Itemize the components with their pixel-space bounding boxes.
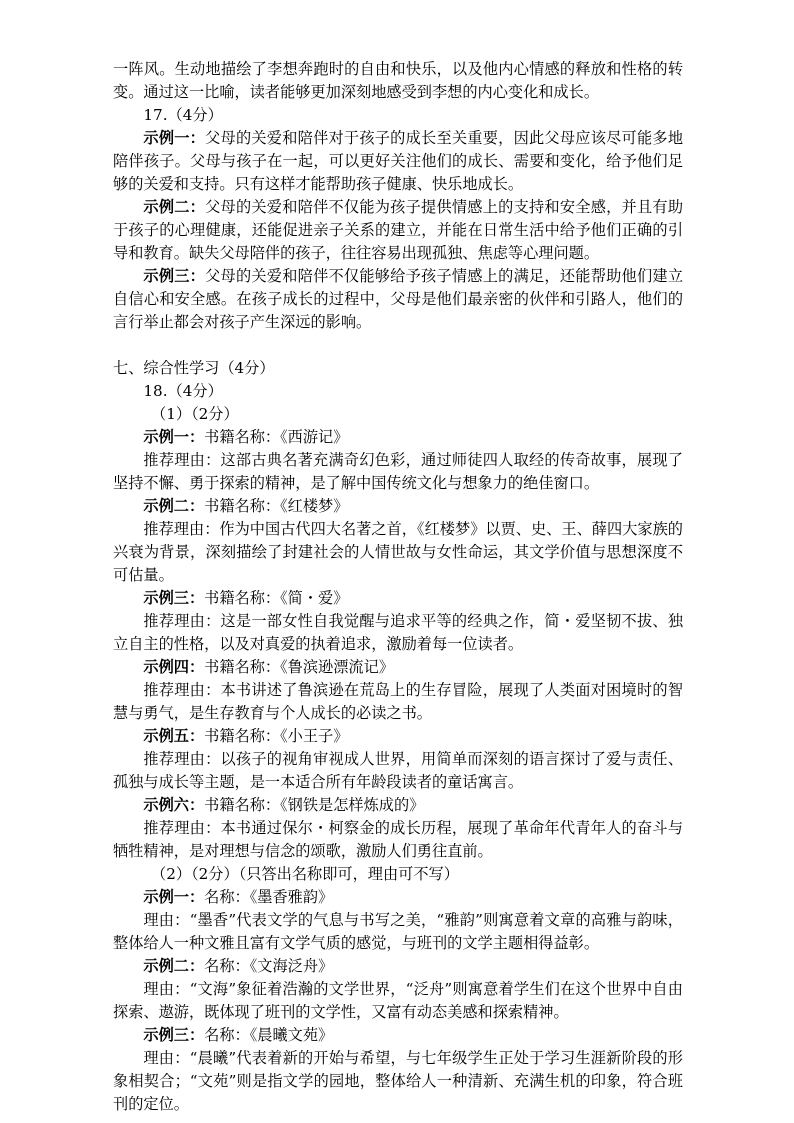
book-title: 书籍名称：《钢铁是怎样炼成的》 (204, 796, 425, 814)
book-3-title (113, 587, 683, 610)
book-title: 书籍名称：《红楼梦》 (204, 497, 349, 515)
book-6-reason: 推荐理由：本书通过保尔・柯察金的成长历程，展现了革命年代青年人的奋斗与牺牲精神，是对理想与信念的颂歌，激励人们勇往直前。 (113, 819, 683, 860)
book-3-reason: 推荐理由：这是一部女性自我觉醒与追求平等的经典之作，简・爱坚韧不拔、独立自主的性格，以及对真爱的执着追求，激励着每一位读者。 (113, 612, 683, 653)
example-label: 示例二： (143, 198, 206, 216)
book-title: 书籍名称：《小王子》 (204, 727, 349, 745)
book-2-reason: 推荐理由：作为中国古代四大名著之首，《红楼梦》以贾、史、王、薛四大家族的兴衰为背景，深刻描绘了封建社会的人情世故与女性命运，其文学价值与思想深度不可估量。 (113, 520, 683, 584)
book-title: 书籍名称：《鲁滨逊漂流记》 (204, 658, 394, 676)
book-6-title (113, 794, 683, 817)
name-3-reason: 理由：“晨曦”代表着新的开始与希望，与七年级学生正处于学习生涯新阶段的形象相契合；“文苑”则是指文学的园地，整体给人一种清新、充满生机的印象，符合班刊的定位。 (113, 1049, 683, 1113)
book-1-title (113, 426, 683, 449)
text-line: 的转变。通过这一比喻，读者能够更加深刻地感受到李想的内心变化和成长。 (113, 60, 684, 101)
example-label: 示例六： (143, 796, 205, 814)
book-4-reason: 推荐理由：本书讲述了鲁滨逊在荒岛上的生存冒险，展现了人类面对困境时的智慧与勇气，是生存教育与个人成长的必读之书。 (113, 681, 683, 722)
question-18-heading: 18.（4分） (143, 382, 223, 400)
journal-name: 名称：《墨香雅韵》 (204, 888, 334, 906)
journal-name: 名称：《晨曦文苑》 (204, 1026, 334, 1044)
book-5-reason: 推荐理由：以孩子的视角审视成人世界，用简单而深刻的语言探讨了爱与责任、孤独与成长等主题，是一本适合所有年龄段读者的童话寓言。 (113, 750, 683, 791)
example-label: 示例三： (143, 589, 205, 607)
book-5-title (113, 725, 683, 748)
section-7-heading: 七、综合性学习（4分） (113, 359, 275, 377)
example-label: 示例五： (143, 727, 205, 745)
book-title: 书籍名称：《西游记》 (204, 428, 349, 446)
example-text: 父母的关爱和陪伴不仅能够给予孩子情感上的满足，还能帮助他们建立自信心和安全感。在孩子成长的过程中，父母是他们最亲密的伙伴和引路人，他们的言行举止都会对孩子产生深远的影响。 (113, 267, 684, 331)
book-2-title (113, 495, 683, 518)
spacer (113, 334, 683, 357)
q17-example-1 (113, 127, 683, 196)
example-label: 示例三： (143, 267, 206, 285)
example-label: 示例二： (143, 957, 205, 975)
book-1-reason: 推荐理由：这部古典名著充满奇幻色彩，通过师徒四人取经的传奇故事，展现了坚持不懈、勇于探索的精神，是了解中国传统文化与想象力的绝佳窗口。 (113, 451, 683, 492)
name-2-title (113, 955, 683, 978)
continued-paragraph (113, 58, 683, 104)
book-title: 书籍名称：《简・爱》 (204, 589, 349, 607)
example-label: 示例一： (143, 428, 205, 446)
example-label: 示例三： (143, 1026, 205, 1044)
example-label: 示例一： (143, 888, 205, 906)
name-1-title (113, 886, 683, 909)
document-body (113, 58, 683, 1116)
book-4-title (113, 656, 683, 679)
name-3-title (113, 1024, 683, 1047)
q17-example-2 (113, 196, 683, 265)
question-17-heading: 17.（4分） (143, 106, 223, 124)
part-1-heading: （1）（2分） (151, 405, 239, 423)
example-label: 示例一： (143, 129, 206, 147)
example-label: 示例二： (143, 497, 205, 515)
part-2-heading: （2）（2分）（只答出名称即可，理由可不写） (151, 865, 459, 883)
example-text: 父母的关爱和陪伴对于孩子的成长至关重要，因此父母应该尽可能多地陪伴孩子。父母与孩子在一起，可以更好关注他们的成长、需要和变化，给予他们足够的关爱和支持。只有这样才能帮助孩子健康、快乐地成长。 (113, 129, 684, 193)
example-label: 示例四： (143, 658, 205, 676)
name-1-reason: 理由：“墨香”代表文学的气息与书写之美，“雅韵”则寓意着文章的高雅与韵味，整体给人一种文雅且富有文学气质的感觉，与班刊的文学主题相得益彰。 (113, 911, 683, 952)
journal-name: 名称：《文海泛舟》 (204, 957, 334, 975)
q17-example-3 (113, 265, 683, 334)
example-text: 父母的关爱和陪伴不仅能为孩子提供情感上的支持和安全感，并且有助于孩子的心理健康，还能促进亲子关系的建立，并能在日常生活中给予他们正确的引导和教育。缺失父母陪伴的孩子，往往容易出现孤独、焦虑等心理问题。 (113, 198, 684, 262)
text-line: 一阵风。生动地描绘了李想奔跑时的自由和快乐，以及他内心情感的释放和性格 (113, 60, 653, 78)
name-2-reason: 理由：“文海”象征着浩瀚的文学世界，“泛舟”则寓意着学生们在这个世界中自由探索、遨游，既体现了班刊的文学性，又富有动态美感和探索精神。 (113, 980, 683, 1021)
